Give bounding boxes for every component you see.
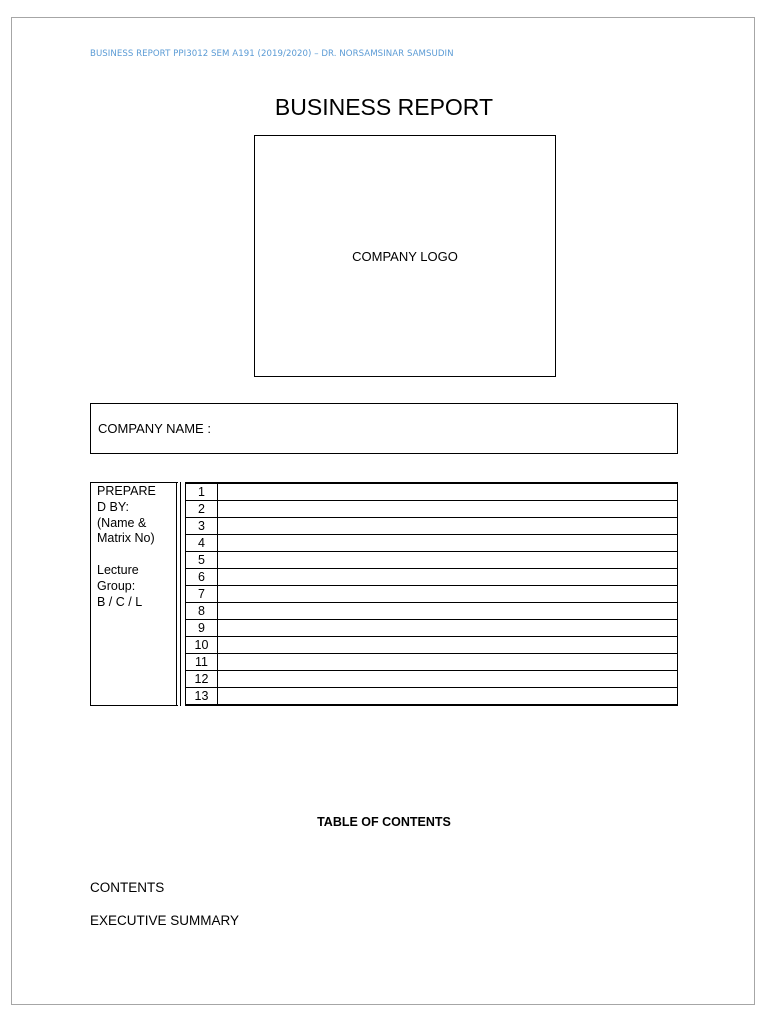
member-rows bbox=[185, 482, 678, 706]
report-title: BUSINESS REPORT bbox=[274, 94, 494, 120]
member-entry-cell[interactable] bbox=[218, 535, 677, 551]
row-number: 5 bbox=[186, 552, 218, 568]
row-number: 3 bbox=[186, 518, 218, 534]
row-number: 6 bbox=[186, 569, 218, 585]
running-header: BUSINESS REPORT PPI3012 SEM A191 (2019/2020) – DR. NORSAMSINAR SAMSUDIN bbox=[90, 49, 454, 59]
member-entry-cell[interactable] bbox=[218, 501, 677, 517]
table-row bbox=[186, 671, 677, 688]
row-number: 13 bbox=[186, 688, 218, 705]
member-entry-cell[interactable] bbox=[218, 569, 677, 585]
member-entry-cell[interactable] bbox=[218, 518, 677, 534]
table-row bbox=[186, 620, 677, 637]
row-number: 1 bbox=[186, 484, 218, 500]
prepared-by-label: PREPARE D BY: (Name & Matrix No) Lecture Group: B / C / L bbox=[97, 484, 156, 609]
member-entry-cell[interactable] bbox=[218, 637, 677, 653]
member-entry-cell[interactable] bbox=[218, 654, 677, 670]
row-number: 2 bbox=[186, 501, 218, 517]
table-row bbox=[186, 569, 677, 586]
table-row bbox=[186, 535, 677, 552]
table-row bbox=[186, 637, 677, 654]
company-name-label: COMPANY NAME : bbox=[98, 421, 211, 436]
row-number: 11 bbox=[186, 654, 218, 670]
table-row bbox=[186, 501, 677, 518]
company-logo-label: COMPANY LOGO bbox=[352, 248, 458, 264]
row-number: 12 bbox=[186, 671, 218, 687]
row-number: 10 bbox=[186, 637, 218, 653]
company-logo-box bbox=[254, 135, 556, 377]
toc-item-executive-summary: EXECUTIVE SUMMARY bbox=[90, 913, 240, 928]
table-row bbox=[186, 586, 677, 603]
table-row bbox=[186, 688, 677, 705]
member-entry-cell[interactable] bbox=[218, 586, 677, 602]
company-name-box bbox=[90, 403, 678, 454]
member-entry-cell[interactable] bbox=[218, 552, 677, 568]
column-divider bbox=[180, 482, 181, 706]
prepared-by-label-cell bbox=[90, 482, 178, 706]
table-row bbox=[186, 518, 677, 535]
member-entry-cell[interactable] bbox=[218, 620, 677, 636]
prepared-by-table bbox=[90, 482, 678, 706]
table-row bbox=[186, 552, 677, 569]
toc-title: TABLE OF CONTENTS bbox=[317, 815, 451, 829]
member-entry-cell[interactable] bbox=[218, 484, 677, 500]
table-row bbox=[186, 603, 677, 620]
toc-item-contents: CONTENTS bbox=[90, 880, 165, 895]
member-entry-cell[interactable] bbox=[218, 603, 677, 619]
member-entry-cell[interactable] bbox=[218, 671, 677, 687]
table-row bbox=[186, 484, 677, 501]
row-number: 7 bbox=[186, 586, 218, 602]
row-number: 8 bbox=[186, 603, 218, 619]
member-entry-cell[interactable] bbox=[218, 688, 677, 705]
table-row bbox=[186, 654, 677, 671]
column-divider bbox=[176, 482, 177, 706]
row-number: 9 bbox=[186, 620, 218, 636]
row-number: 4 bbox=[186, 535, 218, 551]
